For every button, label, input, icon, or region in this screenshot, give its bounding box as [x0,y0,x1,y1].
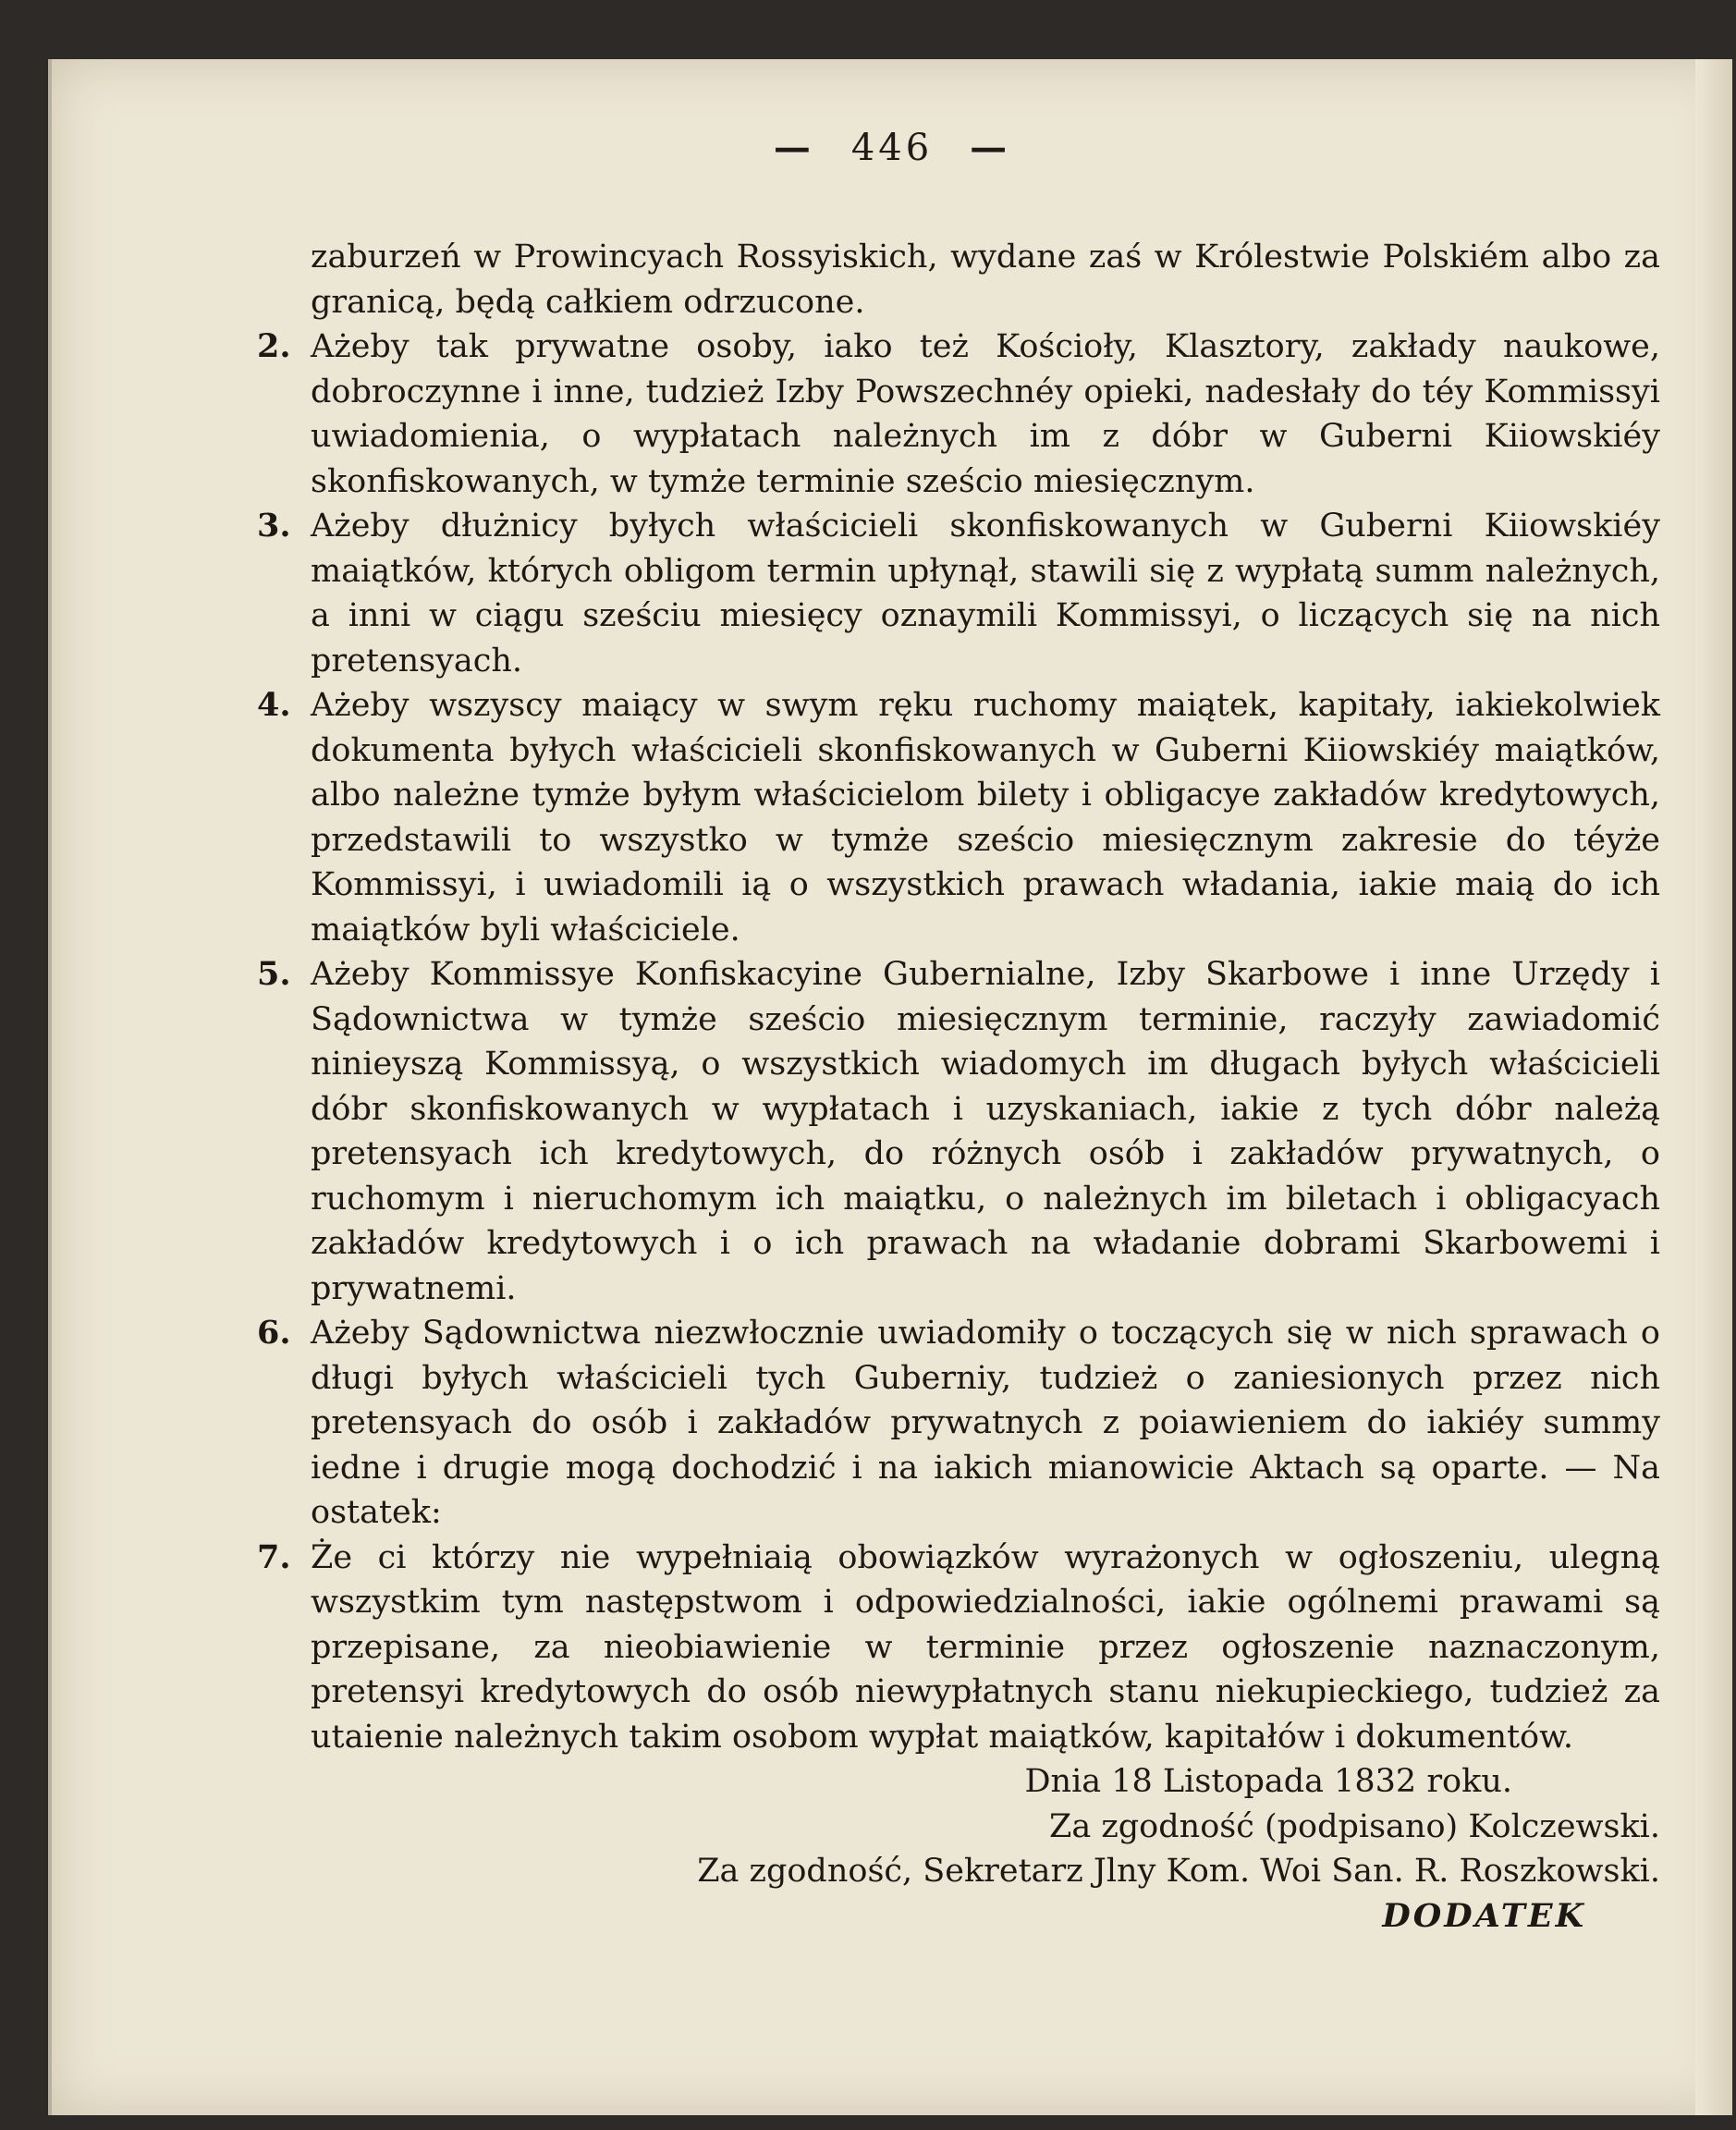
item-text: Że ci którzy nie wypełniaią obowiązków wyrażonych w ogłoszeniu, ulegną wszystkim tym następstwom i odpowiedzialności, iakie ogólnemi prawami są przepisane, za nieobiawienie w terminie przez ogłoszenie naznaczonym, pretensyi kredytowych do osób niewypłatnych stanu niekupieckiego, tudzież za utaienie należnych takim osobom wypłat maiątków, kapitałów i dokumentów. [311,1538,1660,1756]
item-number: 2. [257,327,291,365]
signature-line-2: Za zgodność, Sekretarz Jlny Kom. Woi San. R. Roszkowski. [697,1853,1660,1890]
page-number: 446 [850,127,934,169]
list-item [257,324,1660,504]
page-edge [1695,59,1732,2115]
signature-line-1: Za zgodność (podpisano) Kolczewski. [1049,1807,1660,1845]
item-text: Ażeby dłużnicy byłych właścicieli skonfiskowanych w Guberni Kiiowskiéy maiątków, których obligom termin upłynął, stawili się z wypłatą summ należnych, a inni w ciągu sześciu miesięcy oznaymili Kommissyi, o liczących się na nich pretensyach. [311,508,1660,679]
item-text: Ażeby wszyscy maiący w swym ręku ruchomy maiątek, kapitały, iakiekolwiek dokumenta byłych właścicieli skonfiskowanych w Guberni Kiiowskiéy maiątków, albo należne tymże byłym właścicielom bilety i obligacye zakładów kredytowych, przedstawili to wszystko w tymże sześcio miesięcznym zakresie do téyże Kommissyi, i uwiadomili ią o wszystkich prawach władania, iakie maią do ich maiątków byli właściciele. [311,687,1660,949]
item-text: Ażeby Sądownictwa niezwłocznie uwiadomiły o toczących się w nich sprawach o długi byłych właścicieli tych Guberniy, tudzież o zaniesionych przez nich pretensyach do osób i zakładów prywatnych z poiawieniem do iakiéy summy iedne i drugie mogą dochodzić i na iakich mianowicie Aktach są oparte. — Na ostatek: [311,1315,1660,1531]
header-dash-right: — [970,126,1011,169]
list-item [257,1536,1660,1760]
catchword: DODATEK [1382,1896,1586,1935]
document-body [257,235,1660,1939]
list-item [257,683,1660,952]
item-number: 5. [257,955,291,993]
list-item [257,1311,1660,1536]
item-number: 6. [257,1314,291,1352]
item-text: Ażeby tak prywatne osoby, iako też Kościoły, Klasztory, zakłady naukowe, dobroczynne i inne, tudzież Izby Powszechnéy opieki, nadesłały do téy Kommissyi uwiadomienia, o wypłatach należnych im z dóbr w Guberni Kiiowskiéy skonfiskowanych, w tymże terminie sześcio miesięcznym. [311,328,1660,500]
document-page [48,59,1732,2115]
item-number: 3. [257,507,291,545]
item-number: 4. [257,686,291,724]
intro-paragraph: zaburzeń w Prowincyach Rossyiskich, wydane zaś w Królestwie Polskiém albo za granicą, będą całkiem odrzucone. [311,239,1660,321]
list-item [257,504,1660,683]
date-line: Dnia 18 Listopada 1832 roku. [1024,1763,1512,1800]
header-dash-left: — [773,126,814,169]
page-header [52,126,1732,169]
item-number: 7. [257,1537,291,1576]
list-item [257,952,1660,1311]
item-text: Ażeby Kommissye Konfiskacyine Gubernialne, Izby Skarbowe i inne Urzędy i Sądownictwa w tymże sześcio miesięcznym terminie, raczyły zawiadomić ninieyszą Kommissyą, o wszystkich wiadomych im długach byłych właścicieli dóbr skonfiskowanych w wypłatach i uzyskaniach, iakie z tych dóbr należą pretensyach ich kredytowych, do różnych osób i zakładów prywatnych, o ruchomym i nieruchomym ich maiątku, o należnych im biletach i obligacyach zakładów kredytowych i o ich prawach na władanie dobrami Skarbowemi i prywatnemi. [311,956,1660,1307]
